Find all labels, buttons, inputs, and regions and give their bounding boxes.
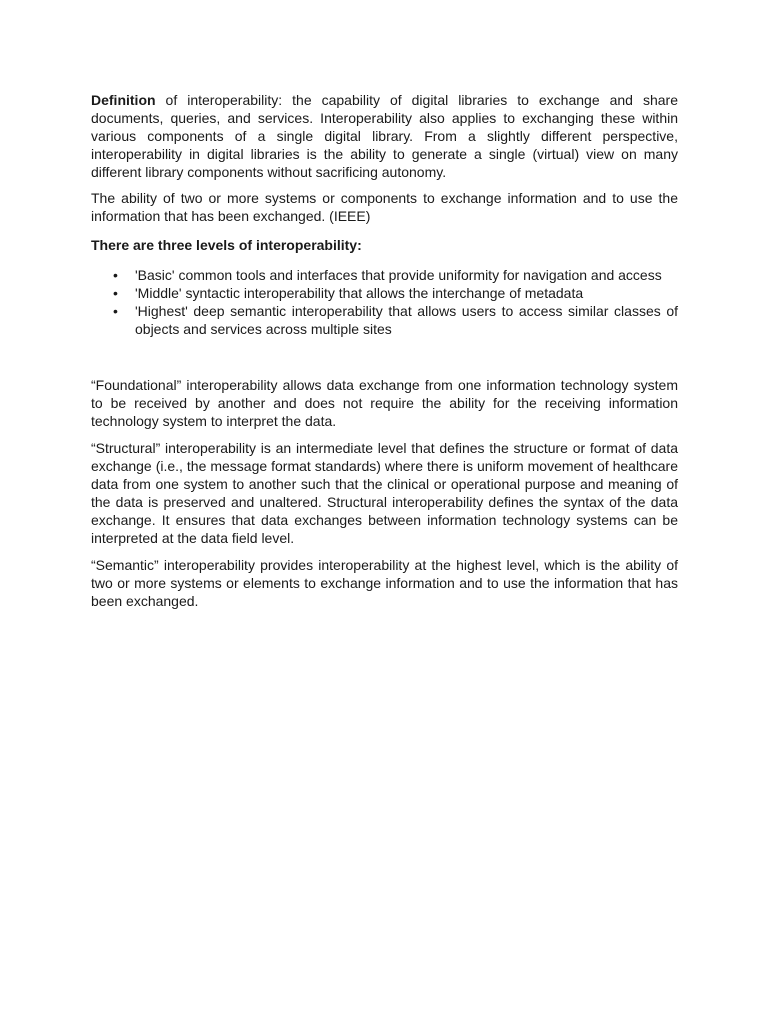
bullet-marker: • [113, 267, 118, 283]
definition-paragraph [91, 91, 678, 181]
foundational-paragraph: “Foundational” interoperability allows data exchange from one information technology system to be received by another and does not require the ability for the receiving information technology system to interpret the data. [91, 377, 678, 429]
level-highest-text: 'Highest' deep semantic interoperability that allows users to access similar classes of objects and services across multiple sites [135, 303, 678, 337]
level-basic-text: 'Basic' common tools and interfaces that provide uniformity for navigation and access [135, 267, 662, 283]
list-item [113, 284, 678, 302]
structural-paragraph: “Structural” interoperability is an intermediate level that defines the structure or format of data exchange (i.e., the message format standards) where there is uniform movement of healthcare data from one system to another such that the clinical or operational purpose and meaning of the data is preserved and unaltered. Structural interoperability defines the syntax of the data exchange. It ensures that data exchanges between information technology systems can be interpreted at the data field level. [91, 440, 678, 546]
list-item [113, 266, 678, 284]
document-body [91, 91, 678, 619]
level-middle-text: 'Middle' syntactic interoperability that allows the interchange of metadata [135, 285, 584, 301]
healthcare-levels-section [91, 376, 678, 610]
levels-heading: There are three levels of interoperability: [91, 237, 362, 253]
ieee-paragraph: The ability of two or more systems or components to exchange information and to use the information that has been exchanged. (IEEE) [91, 190, 678, 224]
list-item [113, 302, 678, 338]
definition-text: of interoperability: the capability of digital libraries to exchange and share documents, queries, and services. Interoperability also applies to exchanging these within various components of a single digital library. From a slightly different perspective, interoperability in digital libraries is the ability to generate a single (virtual) view on many different library components without sacrificing autonomy. [91, 92, 678, 180]
bullet-marker: • [113, 285, 118, 301]
semantic-paragraph: “Semantic” interoperability provides interoperability at the highest level, which is the ability of two or more systems or elements to exchange information and to use the information that has been exchanged. [91, 557, 678, 609]
bullet-marker: • [113, 303, 118, 319]
levels-list [91, 266, 678, 338]
definition-term: Definition [91, 92, 156, 108]
